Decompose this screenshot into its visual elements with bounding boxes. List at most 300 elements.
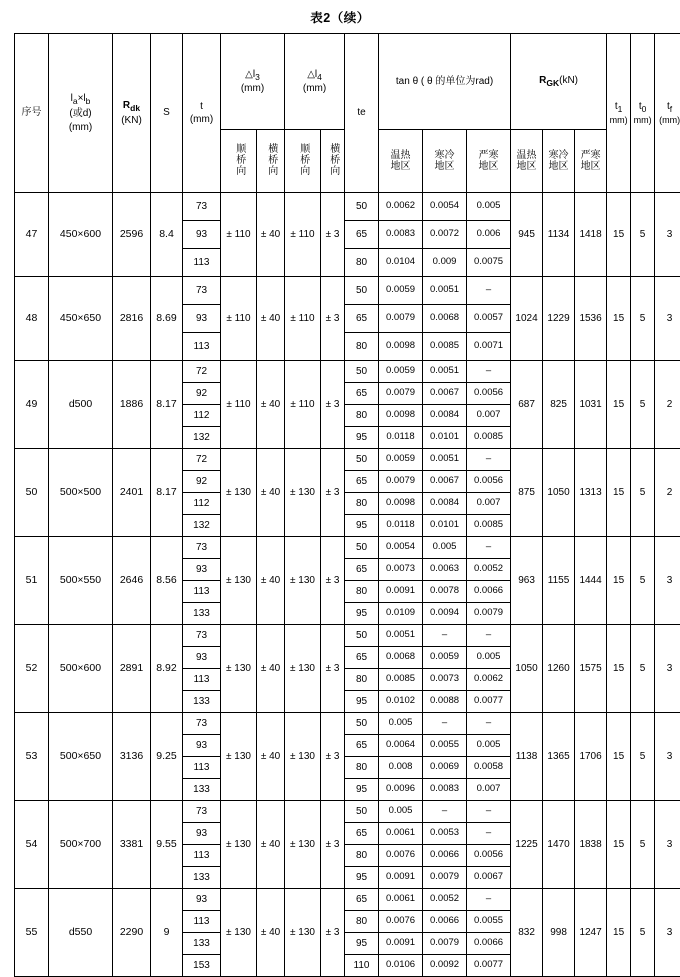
cell-t: 153	[183, 955, 221, 977]
cell-tan-hanleng: 0.0079	[423, 867, 467, 889]
cell-s: 8.17	[151, 449, 183, 537]
cell-tan-wenre: 0.0118	[379, 515, 423, 537]
cell-tan-wenre: 0.0079	[379, 383, 423, 405]
cell-delta4-heng: ± 3	[321, 361, 345, 449]
cell-t: 73	[183, 277, 221, 305]
header-delta4: $\triangle l_4$ (mm)	[285, 34, 345, 130]
cell-tan-hanleng: 0.0052	[423, 889, 467, 911]
cell-rgk-yanhan: 1418	[575, 193, 607, 277]
cell-s: 9.25	[151, 713, 183, 801]
cell-tan-hanleng: 0.0059	[423, 647, 467, 669]
cell-te: 50	[345, 625, 379, 647]
cell-rgk-yanhan: 1838	[575, 801, 607, 889]
cell-rdk: 2816	[113, 277, 151, 361]
cell-tan-yanhan: 0.007	[467, 779, 511, 801]
cell-seq: 50	[15, 449, 49, 537]
header-rgk-wenre: 温热 地区	[511, 130, 543, 193]
cell-t: 73	[183, 193, 221, 221]
cell-tan-hanleng: 0.0051	[423, 277, 467, 305]
cell-te: 80	[345, 333, 379, 361]
cell-tan-wenre: 0.005	[379, 801, 423, 823]
cell-tan-yanhan: 0.0057	[467, 305, 511, 333]
cell-tan-hanleng: 0.009	[423, 249, 467, 277]
cell-delta4-shun: ± 110	[285, 277, 321, 361]
cell-delta3-shun: ± 130	[221, 625, 257, 713]
cell-t: 133	[183, 933, 221, 955]
cell-tan-hanleng: 0.0079	[423, 933, 467, 955]
cell-tan-hanleng: 0.005	[423, 537, 467, 559]
cell-t1: 15	[607, 449, 631, 537]
cell-t0: 5	[631, 625, 655, 713]
cell-tan-wenre: 0.0085	[379, 669, 423, 691]
cell-t1: 15	[607, 801, 631, 889]
cell-te: 65	[345, 647, 379, 669]
cell-te: 65	[345, 735, 379, 757]
header-s: S	[151, 34, 183, 193]
cell-rgk-wenre: 1225	[511, 801, 543, 889]
cell-delta4-shun: ± 130	[285, 449, 321, 537]
cell-delta4-shun: ± 130	[285, 889, 321, 977]
cell-tan-yanhan: –	[467, 277, 511, 305]
cell-te: 65	[345, 559, 379, 581]
cell-te: 65	[345, 221, 379, 249]
cell-delta3-heng: ± 40	[257, 889, 285, 977]
header-rgk-hanleng: 寒冷 地区	[543, 130, 575, 193]
cell-dimension: 500×650	[49, 713, 113, 801]
cell-t: 73	[183, 625, 221, 647]
cell-tan-yanhan: 0.0079	[467, 603, 511, 625]
cell-delta4-heng: ± 3	[321, 625, 345, 713]
cell-tan-hanleng: 0.0084	[423, 405, 467, 427]
cell-tan-yanhan: –	[467, 449, 511, 471]
cell-t: 113	[183, 757, 221, 779]
cell-tan-wenre: 0.0054	[379, 537, 423, 559]
cell-tan-wenre: 0.0091	[379, 867, 423, 889]
cell-te: 80	[345, 669, 379, 691]
cell-seq: 48	[15, 277, 49, 361]
cell-delta4-heng: ± 3	[321, 801, 345, 889]
cell-te: 95	[345, 427, 379, 449]
cell-tan-wenre: 0.0118	[379, 427, 423, 449]
cell-tan-yanhan: 0.0077	[467, 955, 511, 977]
cell-rdk: 1886	[113, 361, 151, 449]
cell-rgk-wenre: 1024	[511, 277, 543, 361]
cell-t: 113	[183, 333, 221, 361]
cell-rgk-hanleng: 825	[543, 361, 575, 449]
cell-tan-wenre: 0.0079	[379, 471, 423, 493]
cell-rgk-yanhan: 1444	[575, 537, 607, 625]
cell-tan-wenre: 0.0068	[379, 647, 423, 669]
cell-delta4-shun: ± 110	[285, 193, 321, 277]
cell-tan-yanhan: –	[467, 713, 511, 735]
cell-tan-wenre: 0.0098	[379, 333, 423, 361]
cell-tan-yanhan: 0.007	[467, 405, 511, 427]
cell-tan-wenre: 0.005	[379, 713, 423, 735]
cell-te: 65	[345, 471, 379, 493]
cell-te: 65	[345, 889, 379, 911]
cell-t: 93	[183, 647, 221, 669]
cell-t: 93	[183, 559, 221, 581]
cell-te: 80	[345, 845, 379, 867]
cell-s: 8.17	[151, 361, 183, 449]
cell-tan-wenre: 0.008	[379, 757, 423, 779]
cell-delta3-shun: ± 130	[221, 889, 257, 977]
cell-tan-yanhan: 0.006	[467, 221, 511, 249]
cell-seq: 49	[15, 361, 49, 449]
cell-te: 50	[345, 801, 379, 823]
header-t1: $t_1$ mm)	[607, 34, 631, 193]
cell-tan-hanleng: 0.0051	[423, 449, 467, 471]
cell-tan-wenre: 0.0059	[379, 277, 423, 305]
cell-dimension: 500×700	[49, 801, 113, 889]
table-row	[15, 193, 680, 221]
header-tan-theta: tan θ ( θ 的单位为rad)	[379, 34, 511, 130]
cell-tf: 2	[655, 449, 680, 537]
cell-s: 8.56	[151, 537, 183, 625]
cell-te: 80	[345, 911, 379, 933]
cell-t: 133	[183, 603, 221, 625]
cell-te: 50	[345, 713, 379, 735]
cell-rgk-hanleng: 1134	[543, 193, 575, 277]
cell-tan-hanleng: 0.0053	[423, 823, 467, 845]
cell-delta4-shun: ± 110	[285, 361, 321, 449]
cell-delta4-shun: ± 130	[285, 713, 321, 801]
cell-tan-wenre: 0.0059	[379, 361, 423, 383]
cell-te: 50	[345, 449, 379, 471]
cell-tan-yanhan: –	[467, 801, 511, 823]
cell-tan-wenre: 0.0079	[379, 305, 423, 333]
cell-tan-wenre: 0.0059	[379, 449, 423, 471]
header-tan-wenre: 温热 地区	[379, 130, 423, 193]
cell-rgk-hanleng: 1229	[543, 277, 575, 361]
cell-t: 93	[183, 221, 221, 249]
cell-tan-yanhan: 0.0085	[467, 427, 511, 449]
cell-tan-wenre: 0.0076	[379, 845, 423, 867]
cell-delta4-heng: ± 3	[321, 277, 345, 361]
cell-rdk: 2596	[113, 193, 151, 277]
cell-t: 73	[183, 713, 221, 735]
cell-rdk: 3381	[113, 801, 151, 889]
cell-tf: 3	[655, 193, 680, 277]
table-body	[15, 193, 680, 977]
cell-tan-yanhan: 0.0052	[467, 559, 511, 581]
cell-tan-hanleng: –	[423, 713, 467, 735]
cell-rgk-yanhan: 1031	[575, 361, 607, 449]
cell-te: 65	[345, 383, 379, 405]
cell-t: 72	[183, 361, 221, 383]
header-t0: $t_0$ mm)	[631, 34, 655, 193]
cell-tf: 3	[655, 889, 680, 977]
header-rgk-yanhan: 严寒 地区	[575, 130, 607, 193]
cell-tan-yanhan: –	[467, 537, 511, 559]
header-dimension: $l_a\times l_b$ (或d) (mm)	[49, 34, 113, 193]
page-title: 表2（续）	[0, 0, 680, 33]
cell-te: 80	[345, 493, 379, 515]
cell-rgk-yanhan: 1313	[575, 449, 607, 537]
header-rdk: $R_{dk}$ (KN)	[113, 34, 151, 193]
cell-rgk-hanleng: 998	[543, 889, 575, 977]
cell-t0: 5	[631, 713, 655, 801]
cell-te: 65	[345, 305, 379, 333]
header-delta4-heng: 横桥向	[321, 130, 345, 193]
cell-te: 95	[345, 933, 379, 955]
cell-te: 110	[345, 955, 379, 977]
cell-s: 8.69	[151, 277, 183, 361]
cell-tan-wenre: 0.0061	[379, 889, 423, 911]
cell-tan-wenre: 0.0102	[379, 691, 423, 713]
cell-t: 133	[183, 867, 221, 889]
cell-tan-hanleng: 0.0085	[423, 333, 467, 361]
cell-tan-yanhan: 0.0056	[467, 845, 511, 867]
cell-rdk: 2290	[113, 889, 151, 977]
cell-dimension: d550	[49, 889, 113, 977]
cell-te: 95	[345, 603, 379, 625]
cell-t: 92	[183, 383, 221, 405]
cell-rdk: 2891	[113, 625, 151, 713]
cell-seq: 51	[15, 537, 49, 625]
cell-tan-wenre: 0.0098	[379, 493, 423, 515]
cell-tan-yanhan: 0.0071	[467, 333, 511, 361]
cell-tan-wenre: 0.0104	[379, 249, 423, 277]
cell-te: 65	[345, 823, 379, 845]
cell-tan-wenre: 0.0061	[379, 823, 423, 845]
cell-tf: 3	[655, 277, 680, 361]
cell-tan-yanhan: 0.0056	[467, 383, 511, 405]
header-rgk: $R_{GK}(kN)$	[511, 34, 607, 130]
cell-delta4-heng: ± 3	[321, 449, 345, 537]
cell-te: 50	[345, 361, 379, 383]
cell-tan-hanleng: 0.0063	[423, 559, 467, 581]
cell-tf: 3	[655, 537, 680, 625]
cell-rgk-hanleng: 1470	[543, 801, 575, 889]
cell-dimension: 500×550	[49, 537, 113, 625]
cell-t1: 15	[607, 193, 631, 277]
cell-seq: 54	[15, 801, 49, 889]
cell-rgk-wenre: 963	[511, 537, 543, 625]
cell-te: 50	[345, 277, 379, 305]
table-row	[15, 277, 680, 305]
cell-t: 113	[183, 845, 221, 867]
cell-tan-hanleng: 0.0073	[423, 669, 467, 691]
cell-tan-yanhan: 0.0062	[467, 669, 511, 691]
cell-t0: 5	[631, 537, 655, 625]
cell-tan-hanleng: 0.0094	[423, 603, 467, 625]
cell-tan-yanhan: 0.0058	[467, 757, 511, 779]
cell-t: 112	[183, 493, 221, 515]
header-tan-yanhan: 严寒 地区	[467, 130, 511, 193]
specification-table	[14, 33, 680, 977]
cell-t0: 5	[631, 449, 655, 537]
cell-s: 8.92	[151, 625, 183, 713]
cell-delta3-shun: ± 130	[221, 449, 257, 537]
header-seq: 序号	[15, 34, 49, 193]
cell-tf: 3	[655, 625, 680, 713]
cell-t1: 15	[607, 537, 631, 625]
cell-te: 95	[345, 779, 379, 801]
cell-delta4-heng: ± 3	[321, 537, 345, 625]
cell-tan-wenre: 0.0062	[379, 193, 423, 221]
cell-s: 8.4	[151, 193, 183, 277]
header-tf: $t_f$ (mm)	[655, 34, 680, 193]
cell-rgk-hanleng: 1155	[543, 537, 575, 625]
table-row	[15, 625, 680, 647]
table-row	[15, 801, 680, 823]
cell-tan-wenre: 0.0098	[379, 405, 423, 427]
cell-tan-hanleng: 0.0084	[423, 493, 467, 515]
cell-tf: 3	[655, 713, 680, 801]
cell-delta3-shun: ± 130	[221, 801, 257, 889]
cell-t1: 15	[607, 625, 631, 713]
cell-t: 113	[183, 911, 221, 933]
cell-s: 9.55	[151, 801, 183, 889]
cell-delta4-shun: ± 130	[285, 537, 321, 625]
cell-t: 93	[183, 305, 221, 333]
cell-tan-yanhan: –	[467, 823, 511, 845]
cell-dimension: 450×650	[49, 277, 113, 361]
cell-rgk-wenre: 945	[511, 193, 543, 277]
cell-s: 9	[151, 889, 183, 977]
cell-delta4-shun: ± 130	[285, 801, 321, 889]
cell-tan-hanleng: 0.0054	[423, 193, 467, 221]
cell-rgk-wenre: 875	[511, 449, 543, 537]
cell-te: 50	[345, 537, 379, 559]
cell-t: 132	[183, 427, 221, 449]
cell-rgk-yanhan: 1247	[575, 889, 607, 977]
cell-tan-hanleng: 0.0083	[423, 779, 467, 801]
cell-tan-wenre: 0.0064	[379, 735, 423, 757]
cell-te: 80	[345, 581, 379, 603]
cell-te: 80	[345, 249, 379, 277]
cell-rgk-hanleng: 1260	[543, 625, 575, 713]
cell-t: 133	[183, 691, 221, 713]
cell-t1: 15	[607, 277, 631, 361]
cell-tan-hanleng: 0.0092	[423, 955, 467, 977]
header-t: t (mm)	[183, 34, 221, 193]
cell-t: 113	[183, 581, 221, 603]
cell-delta3-heng: ± 40	[257, 193, 285, 277]
cell-tan-hanleng: 0.0067	[423, 471, 467, 493]
cell-t: 92	[183, 471, 221, 493]
cell-rgk-wenre: 687	[511, 361, 543, 449]
header-delta3: $\triangle l_3$ (mm)	[221, 34, 285, 130]
cell-t: 73	[183, 537, 221, 559]
cell-tan-yanhan: 0.005	[467, 193, 511, 221]
cell-t: 72	[183, 449, 221, 471]
cell-tan-hanleng: 0.0051	[423, 361, 467, 383]
cell-delta3-heng: ± 40	[257, 277, 285, 361]
cell-tan-yanhan: 0.0055	[467, 911, 511, 933]
cell-t: 73	[183, 801, 221, 823]
cell-dimension: 500×600	[49, 625, 113, 713]
cell-rdk: 3136	[113, 713, 151, 801]
cell-dimension: 500×500	[49, 449, 113, 537]
cell-tan-yanhan: 0.0067	[467, 867, 511, 889]
cell-rgk-wenre: 832	[511, 889, 543, 977]
cell-t: 93	[183, 735, 221, 757]
cell-te: 80	[345, 757, 379, 779]
cell-delta3-shun: ± 130	[221, 537, 257, 625]
cell-rgk-wenre: 1138	[511, 713, 543, 801]
cell-tan-hanleng: 0.0101	[423, 427, 467, 449]
cell-tan-wenre: 0.0051	[379, 625, 423, 647]
cell-tan-yanhan: 0.007	[467, 493, 511, 515]
cell-t0: 5	[631, 361, 655, 449]
cell-delta4-heng: ± 3	[321, 713, 345, 801]
cell-t0: 5	[631, 889, 655, 977]
cell-rgk-wenre: 1050	[511, 625, 543, 713]
cell-delta3-shun: ± 110	[221, 193, 257, 277]
cell-tan-yanhan: 0.0066	[467, 933, 511, 955]
table-row	[15, 361, 680, 383]
header-delta3-shun: 顺桥向	[221, 130, 257, 193]
cell-delta3-shun: ± 110	[221, 361, 257, 449]
cell-delta4-shun: ± 130	[285, 625, 321, 713]
cell-tan-hanleng: 0.0067	[423, 383, 467, 405]
cell-te: 95	[345, 691, 379, 713]
cell-tan-hanleng: 0.0066	[423, 911, 467, 933]
cell-tan-yanhan: 0.0066	[467, 581, 511, 603]
cell-tan-yanhan: 0.0056	[467, 471, 511, 493]
cell-t1: 15	[607, 889, 631, 977]
cell-tan-hanleng: –	[423, 625, 467, 647]
cell-tan-wenre: 0.0073	[379, 559, 423, 581]
table-row	[15, 889, 680, 911]
cell-te: 95	[345, 515, 379, 537]
cell-t: 113	[183, 669, 221, 691]
cell-rgk-yanhan: 1706	[575, 713, 607, 801]
cell-delta3-heng: ± 40	[257, 449, 285, 537]
cell-tan-hanleng: 0.0101	[423, 515, 467, 537]
cell-delta3-shun: ± 130	[221, 713, 257, 801]
cell-delta3-heng: ± 40	[257, 361, 285, 449]
cell-tan-yanhan: 0.005	[467, 735, 511, 757]
cell-tan-yanhan: 0.005	[467, 647, 511, 669]
cell-tan-hanleng: 0.0088	[423, 691, 467, 713]
cell-tan-hanleng: 0.0068	[423, 305, 467, 333]
cell-dimension: 450×600	[49, 193, 113, 277]
cell-rgk-yanhan: 1536	[575, 277, 607, 361]
cell-tan-wenre: 0.0109	[379, 603, 423, 625]
cell-t0: 5	[631, 193, 655, 277]
cell-tan-hanleng: 0.0078	[423, 581, 467, 603]
cell-tan-wenre: 0.0106	[379, 955, 423, 977]
cell-rgk-hanleng: 1365	[543, 713, 575, 801]
cell-t: 132	[183, 515, 221, 537]
cell-tan-wenre: 0.0096	[379, 779, 423, 801]
table-row	[15, 713, 680, 735]
cell-dimension: d500	[49, 361, 113, 449]
cell-t1: 15	[607, 361, 631, 449]
cell-t: 93	[183, 889, 221, 911]
cell-rdk: 2401	[113, 449, 151, 537]
cell-tan-hanleng: 0.0055	[423, 735, 467, 757]
cell-delta3-heng: ± 40	[257, 713, 285, 801]
header-delta4-shun: 顺桥向	[285, 130, 321, 193]
cell-te: 95	[345, 867, 379, 889]
cell-seq: 53	[15, 713, 49, 801]
cell-tan-yanhan: 0.0085	[467, 515, 511, 537]
cell-delta3-heng: ± 40	[257, 801, 285, 889]
cell-tan-yanhan: 0.0075	[467, 249, 511, 277]
header-te: te	[345, 34, 379, 193]
cell-tan-hanleng: 0.0066	[423, 845, 467, 867]
cell-tan-wenre: 0.0083	[379, 221, 423, 249]
cell-tan-wenre: 0.0091	[379, 933, 423, 955]
cell-te: 80	[345, 405, 379, 427]
cell-tf: 3	[655, 801, 680, 889]
cell-t1: 15	[607, 713, 631, 801]
cell-t0: 5	[631, 801, 655, 889]
